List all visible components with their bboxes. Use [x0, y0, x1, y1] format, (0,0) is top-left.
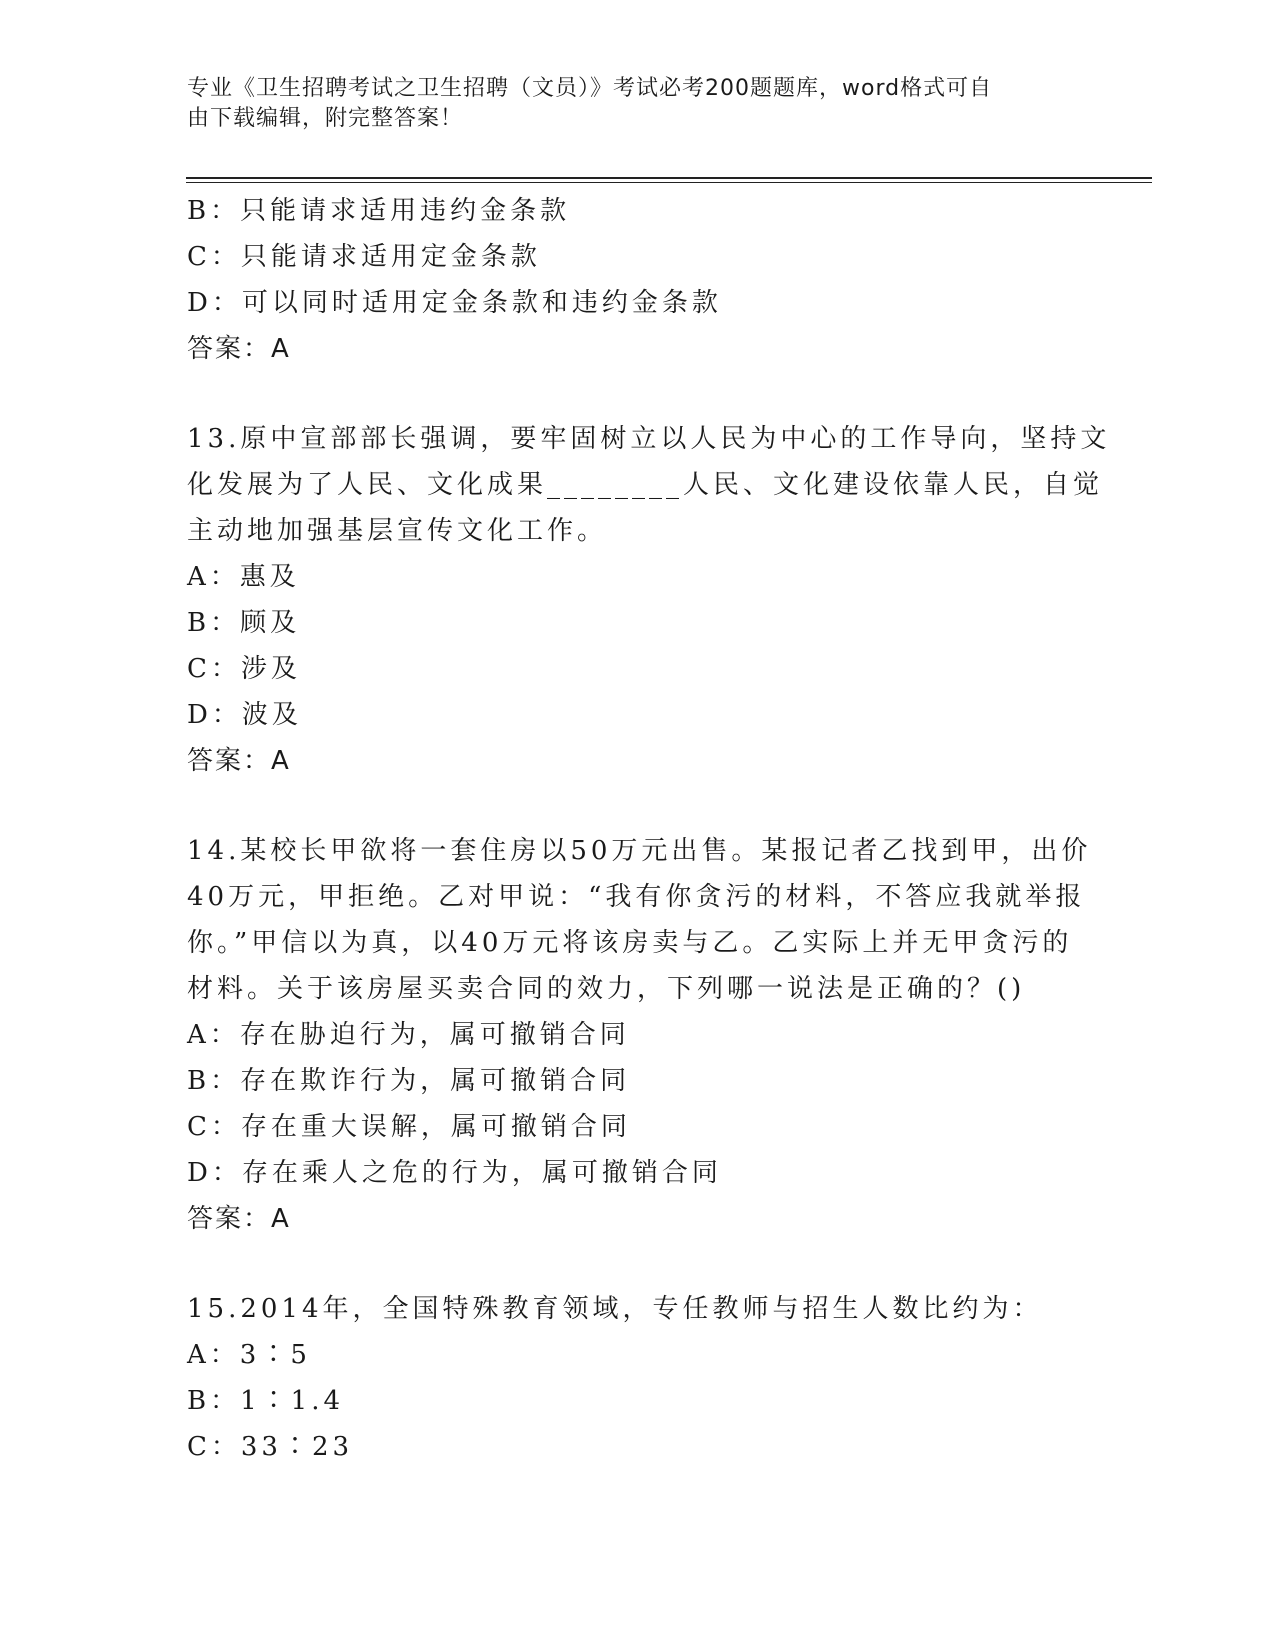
option-c: C：存在重大误解，属可撤销合同: [187, 1112, 631, 1142]
question-text-line: 你。”甲信以为真，以40万元将该房卖与乙。乙实际上并无甲贪污的: [187, 928, 1073, 958]
question-content: [187, 188, 1111, 1470]
document-header: [187, 74, 1067, 134]
option-d: D：存在乘人之危的行为，属可撤销合同: [187, 1158, 722, 1188]
spacer: [187, 784, 1087, 828]
option-b: B：顾及: [187, 608, 301, 638]
option-c: C：涉及: [187, 654, 301, 684]
option-a: A：3∶5: [187, 1340, 311, 1370]
question-13: [187, 416, 1111, 784]
answer-line: 答案：A: [187, 746, 291, 776]
option-a: A：存在胁迫行为，属可撤销合同: [187, 1020, 630, 1050]
question-14: [187, 828, 1092, 1242]
answer-line: 答案：A: [187, 1204, 291, 1234]
question-text-line: 14.某校长甲欲将一套住房以50万元出售。某报记者乙找到甲，出价: [187, 836, 1092, 866]
header-rule-top: [186, 177, 1152, 179]
question-text-line: 15.2014年，全国特殊教育领域，专任教师与招生人数比约为：: [187, 1294, 1043, 1324]
spacer: [187, 372, 1087, 416]
header-line-1: 专业《卫生招聘考试之卫生招聘（文员）》考试必考200题题库，word格式可自: [187, 76, 993, 101]
question-15: [187, 1286, 1087, 1470]
header-line-2: 由下载编辑，附完整答案！: [187, 106, 464, 131]
question-text-line: 材料。关于该房屋买卖合同的效力，下列哪一说法是正确的？(): [187, 974, 1026, 1004]
option-a: A：惠及: [187, 562, 300, 592]
question-12-tail: [187, 188, 1087, 372]
option-d: D：可以同时适用定金条款和违约金条款: [187, 288, 722, 318]
option-b: B：存在欺诈行为，属可撤销合同: [187, 1066, 631, 1096]
header-rule-bottom: [186, 182, 1152, 183]
question-text-line: 化发展为了人民、文化成果________人民、文化建设依靠人民，自觉: [187, 470, 1104, 500]
option-b: B：只能请求适用违约金条款: [187, 196, 571, 226]
question-text-line: 40万元，甲拒绝。乙对甲说：“我有你贪污的材料，不答应我就举报: [187, 882, 1086, 912]
option-c: C：33∶23: [187, 1432, 354, 1462]
option-c: C：只能请求适用定金条款: [187, 242, 541, 272]
spacer: [187, 1242, 1087, 1286]
question-text-line: 13.原中宣部部长强调，要牢固树立以人民为中心的工作导向，坚持文: [187, 424, 1111, 454]
option-b: B：1∶1.4: [187, 1386, 344, 1416]
option-d: D：波及: [187, 700, 302, 730]
answer-line: 答案：A: [187, 334, 291, 364]
question-text-line: 主动地加强基层宣传文化工作。: [187, 516, 608, 546]
